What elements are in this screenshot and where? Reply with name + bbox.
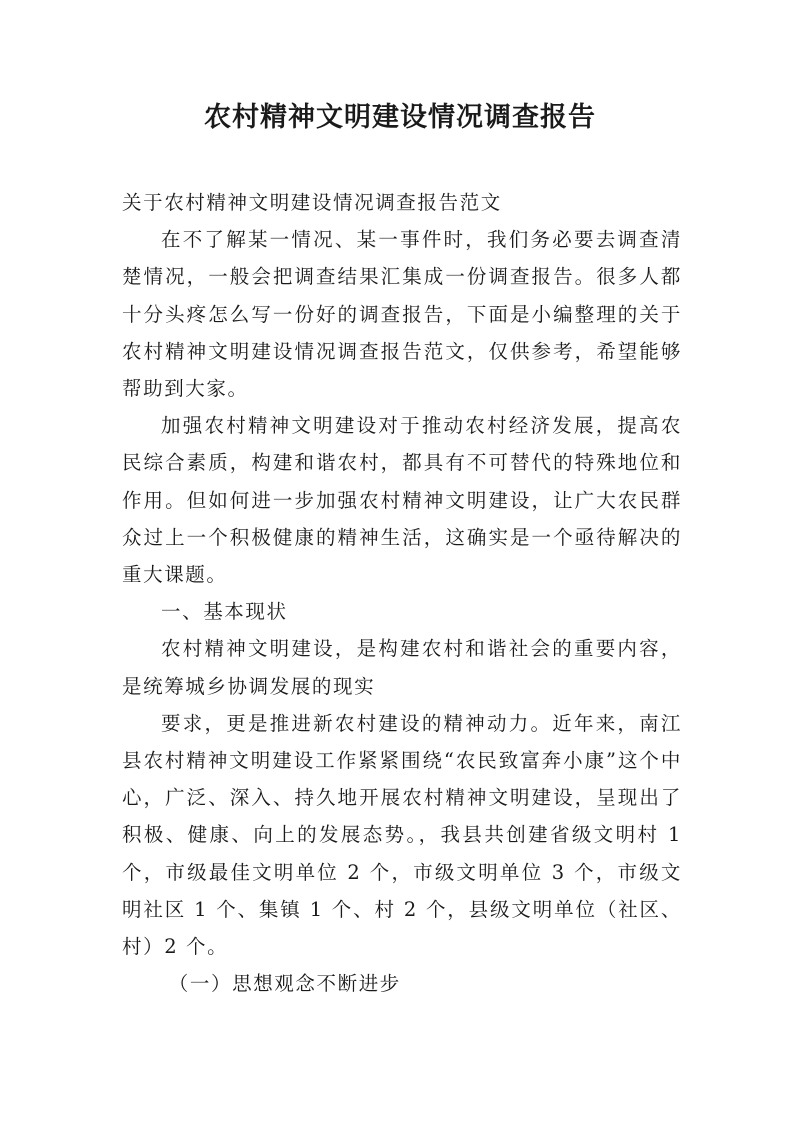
paragraph-status-part2: 要求，更是推进新农村建设的精神动力。近年来，南江县农村精神文明建设工作紧紧围绕“农民致富奔小康”这个中心，广泛、深入、持久地开展农村精神文明建设，呈现出了积极、健康、向上的发展态势。，我县共创建省级文明村 1 个，市级最佳文明单位 2 个，市级文明单位 3 个，市级文明社区 1 个、集镇 1 个、村 2 个，县级文明单位（社区、村）2 个。	[122, 711, 682, 959]
subsection-heading-ideas: （一）思想观念不断进步	[168, 972, 401, 996]
paragraph-intro: 在不了解某一情况、某一事件时，我们务必要去调查清楚情况，一般会把调查结果汇集成一份调查报告。很多人都十分头疼怎么写一份好的调查报告，下面是小编整理的关于农村精神文明建设情况调查报告范文，仅供参考，希望能够帮助到大家。	[122, 228, 682, 401]
document-body	[122, 184, 682, 1002]
paragraph-status-part1: 农村精神文明建设，是构建农村和谐社会的重要内容，是统筹城乡协调发展的现实	[122, 637, 682, 698]
paragraph-importance: 加强农村精神文明建设对于推动农村经济发展，提高农民综合素质，构建和谐农村，都具有不可替代的特殊地位和作用。但如何进一步加强农村精神文明建设，让广大农民群众过上一个积极健康的精神生活，这确实是一个亟待解决的重大课题。	[122, 414, 682, 587]
paragraph-subtitle: 关于农村精神文明建设情况调查报告范文	[122, 191, 502, 214]
section-heading-basic-status: 一、基本现状	[161, 600, 288, 624]
document-title: 农村精神文明建设情况调查报告	[204, 102, 596, 133]
